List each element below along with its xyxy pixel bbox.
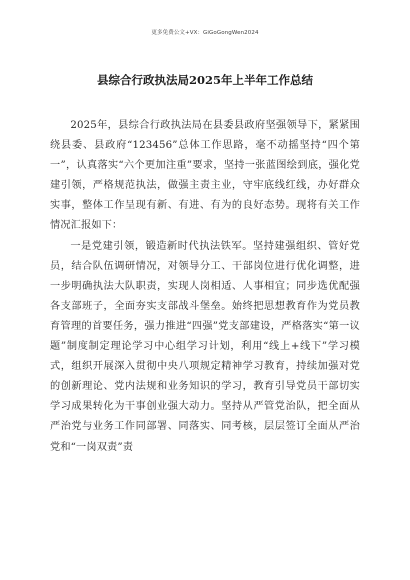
document-title: 县综合行政执法局2025年上半年工作总结	[96, 73, 313, 87]
paragraph-intro: 2025年，县综合行政执法局在县委县政府坚强领导下，紧紧围绕县委、县政府“123456”总体工作思路，毫不动摇坚持“四个第一”，认真落实“六个更加注重”要求，坚持一张蓝图绘到底，强化党建引领，严格规范执法，做强主责主业，守牢底线红线，办好群众实事，整体工作呈现有新、有进、有为的良好态势。现将有关工作情况汇报如下：	[50, 120, 360, 232]
document-body	[50, 116, 360, 556]
paragraph-party-building: 一是党建引领，锻造新时代执法铁军。坚持建强组织、管好党员，结合队伍调研情况，对领导分工、干部岗位进行优化调整，进一步明确执法大队职责，实现人岗相适、人事相宜；同步选优配强各支部班子，全面夯实支部战斗堡垒。始终把思想教育作为党员教育管理的首要任务，强力推进“四强”党支部建设，严格落实“第一议题”制度制定理论学习中心组学习计划，利用“线上+线下”学习模式，组织开展深入贯彻中央八项规定精神学习教育，持续加强对党的创新理论、党内法规和业务知识的学习，教育引导党员干部切实学习成果转化为干事创业强大动力。坚持从严管党治队，把全面从严治党与业务工作同部署、同落实、同考核，层层签订全面从严治党和“一岗双责”责	[50, 240, 360, 453]
header-note: 更多免费公文+VX：GiGoGongWen2024	[151, 30, 259, 36]
